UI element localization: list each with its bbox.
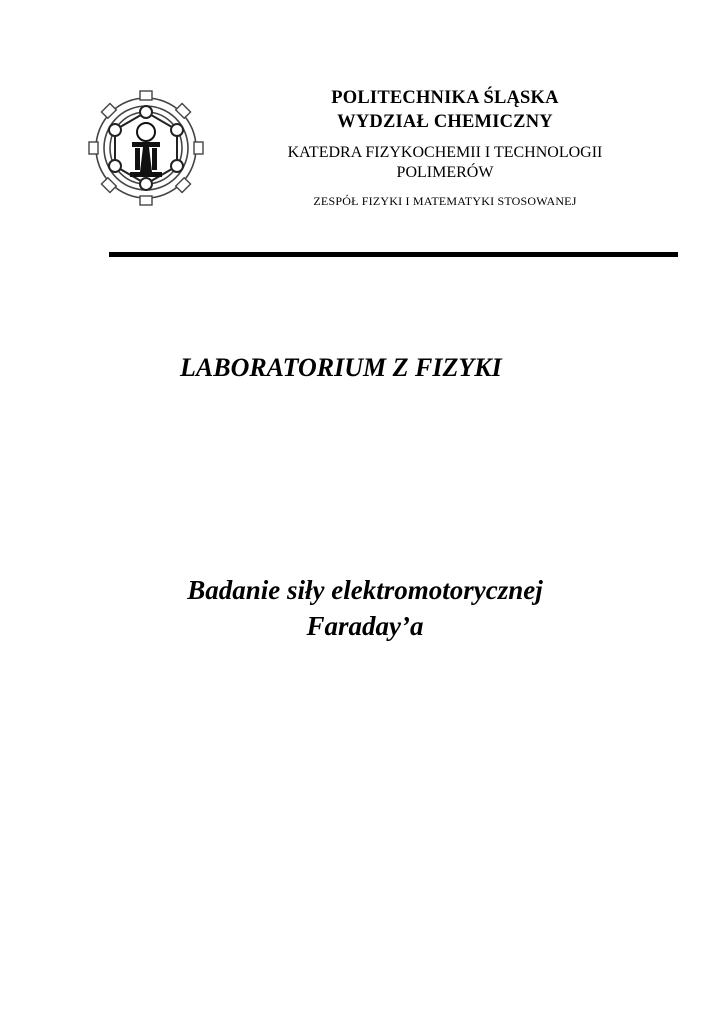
institution-header	[230, 86, 660, 209]
university-name: POLITECHNIKA ŚLĄSKA	[331, 88, 559, 108]
department-name-line-1: KATEDRA FIZYKOCHEMII I TECHNOLOGII	[287, 144, 603, 161]
experiment-title-line-1: Badanie siły elektromotorycznej	[187, 575, 543, 605]
faculty-name: WYDZIAŁ CHEMICZNY	[337, 112, 553, 132]
experiment-title	[100, 572, 630, 644]
experiment-title-line-2: Faraday’a	[306, 611, 424, 641]
university-emblem-icon	[86, 88, 206, 208]
department-name-line-2: POLIMERÓW	[396, 164, 494, 181]
department-name	[230, 143, 660, 183]
team-name: ZESPÓŁ FIZYKI I MATEMATYKI STOSOWANEJ	[313, 194, 577, 208]
header-divider	[109, 252, 678, 257]
lab-title: LABORATORIUM Z FIZYKI	[180, 353, 502, 382]
